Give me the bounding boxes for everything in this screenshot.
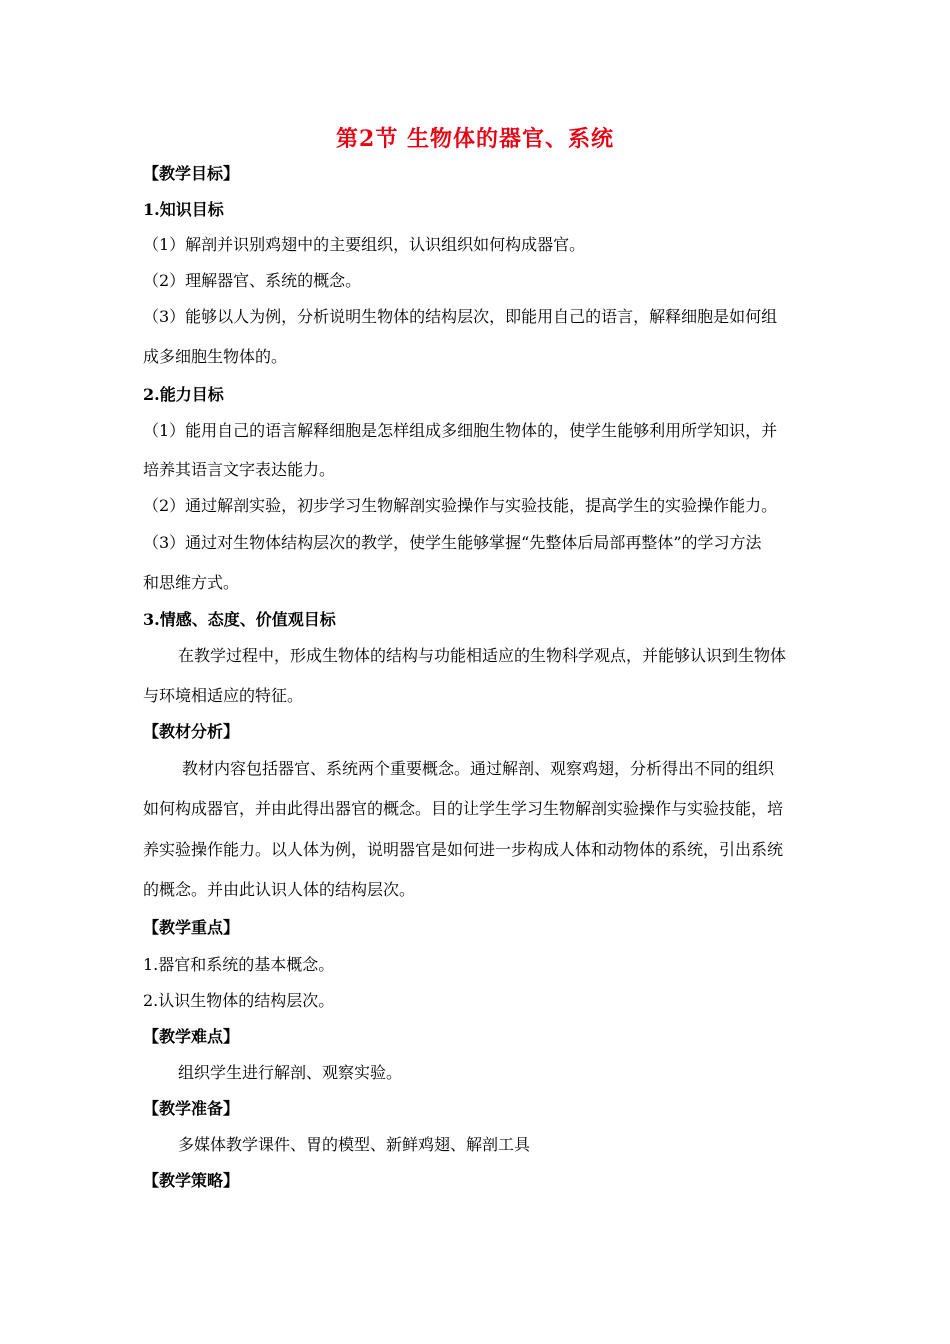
- key-points-heading: 【教学重点】: [143, 918, 240, 937]
- ability-item: （1）能用自己的语言解释细胞是怎样组成多细胞生物体的，使学生能够利用所学知识，并: [143, 421, 778, 440]
- knowledge-item: （1）解剖并识别鸡翅中的主要组织，认识组织如何构成器官。: [143, 235, 586, 254]
- preparation-heading: 【教学准备】: [143, 1099, 240, 1118]
- ability-item: 和思维方式。: [143, 573, 240, 592]
- ability-item: 培养其语言文字表达能力。: [143, 460, 336, 479]
- key-points-item: 2.认识生物体的结构层次。: [143, 991, 335, 1010]
- knowledge-item: （2）理解器官、系统的概念。: [143, 271, 362, 290]
- ability-heading: 2.能力目标: [143, 385, 224, 404]
- objectives-heading: 【教学目标】: [143, 164, 240, 183]
- analysis-heading: 【教材分析】: [143, 722, 240, 741]
- knowledge-heading: 1.知识目标: [143, 200, 224, 219]
- difficulties-heading: 【教学难点】: [143, 1027, 240, 1046]
- analysis-item: 教材内容包括器官、系统两个重要概念。通过解剖、观察鸡翅，分析得出不同的组织: [182, 759, 775, 778]
- knowledge-item: 成多细胞生物体的。: [143, 347, 288, 366]
- preparation-item: 多媒体教学课件、胃的模型、新鲜鸡翅、解剖工具: [178, 1135, 531, 1154]
- emotion-item: 与环境相适应的特征。: [143, 686, 304, 705]
- knowledge-item: （3）能够以人为例，分析说明生物体的结构层次，即能用自己的语言，解释细胞是如何组: [143, 307, 778, 326]
- document-title: 第2节 生物体的器官、系统: [336, 126, 614, 152]
- key-points-item: 1.器官和系统的基本概念。: [143, 955, 335, 974]
- emotion-item: 在教学过程中，形成生物体的结构与功能相适应的生物科学观点，并能够认识到生物体: [178, 646, 787, 665]
- difficulties-item: 组织学生进行解剖、观察实验。: [178, 1063, 403, 1082]
- analysis-item: 的概念。并由此认识人体的结构层次。: [143, 880, 416, 899]
- emotion-heading: 3.情感、态度、价值观目标: [143, 610, 336, 629]
- strategy-heading: 【教学策略】: [143, 1171, 240, 1190]
- ability-item: （3）通过对生物体结构层次的教学，使学生能够掌握“先整体后局部再整体”的学习方法: [143, 533, 762, 552]
- ability-item: （2）通过解剖实验，初步学习生物解剖实验操作与实验技能，提高学生的实验操作能力。: [143, 496, 778, 515]
- analysis-item: 养实验操作能力。以人体为例，说明器官是如何进一步构成人体和动物体的系统，引出系统: [143, 840, 784, 859]
- analysis-item: 如何构成器官，并由此得出器官的概念。目的让学生学习生物解剖实验操作与实验技能，培: [143, 799, 784, 818]
